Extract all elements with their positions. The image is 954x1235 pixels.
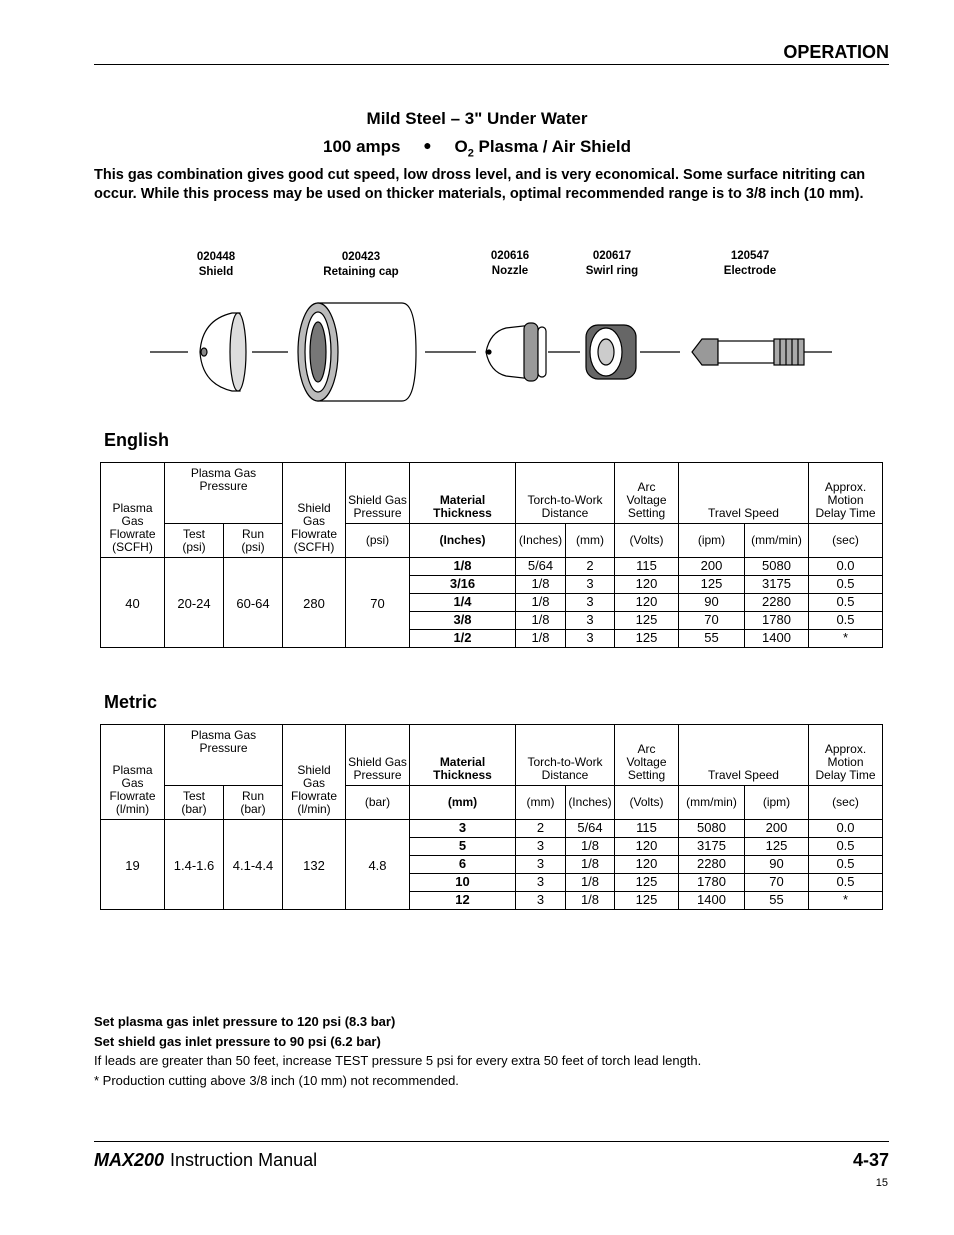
unit-distance-2: (Inches): [566, 786, 615, 820]
speed-cell: 200: [679, 558, 745, 576]
thickness-cell: 1/4: [410, 594, 516, 612]
footer-manual-title: [94, 1150, 317, 1171]
unit-speed-2: (mm/min): [745, 524, 809, 558]
manual-name: Instruction Manual: [170, 1150, 318, 1170]
english-section-label: English: [104, 430, 170, 450]
voltage-cell: 125: [615, 892, 679, 910]
distance-cell: 1/8: [516, 576, 566, 594]
electrode-part-icon: [692, 339, 804, 365]
speed-cell: 125: [745, 838, 809, 856]
value-plasma-flowrate: 19: [101, 820, 165, 910]
speed-cell: 2280: [679, 856, 745, 874]
unit-text: (SCFH): [112, 540, 153, 554]
speed-cell: 70: [745, 874, 809, 892]
header-plasma-flowrate: [101, 463, 165, 558]
thickness-cell: 1/2: [410, 630, 516, 648]
value-plasma-flowrate: 40: [101, 558, 165, 648]
distance-cell: 1/8: [516, 630, 566, 648]
speed-cell: 70: [679, 612, 745, 630]
part-number: 020616: [490, 250, 530, 262]
value-shield-flowrate: 280: [283, 558, 346, 648]
delay-cell: 0.5: [809, 856, 883, 874]
shield-part-icon: [200, 313, 246, 391]
speed-cell: 2280: [745, 594, 809, 612]
units-row: [101, 524, 883, 558]
distance-cell: 1/8: [516, 612, 566, 630]
speed-cell: 5080: [679, 820, 745, 838]
header-shield-flowrate: [283, 463, 346, 558]
distance-cell: 3: [566, 612, 615, 630]
delay-cell: 0.0: [809, 820, 883, 838]
distance-cell: 2: [566, 558, 615, 576]
delay-cell: 0.5: [809, 594, 883, 612]
voltage-cell: 120: [615, 576, 679, 594]
header-plasma-flowrate: [101, 725, 165, 820]
intro-paragraph: This gas combination gives good cut speed, low dross level, and is very economical. Some surface nitriting can occur. While this process may be used on thicker materials, optimal recommended range is to 3/8 inch (10 mm).: [94, 167, 866, 202]
thickness-cell: 1/8: [410, 558, 516, 576]
header-arc-voltage: Arc Voltage Setting: [615, 463, 679, 524]
delay-cell: 0.5: [809, 874, 883, 892]
speed-cell: 3175: [679, 838, 745, 856]
unit-shield-pressure: (bar): [346, 786, 410, 820]
header-text: Test: [182, 526, 205, 541]
voltage-cell: 125: [615, 630, 679, 648]
speed-cell: 5080: [745, 558, 809, 576]
delay-cell: 0.5: [809, 838, 883, 856]
header-shield-pressure: Shield Gas Pressure: [346, 725, 410, 786]
speed-cell: 1780: [679, 874, 745, 892]
value-shield-pressure: 70: [346, 558, 410, 648]
bullet-icon: ●: [423, 137, 432, 153]
header-test: [165, 786, 224, 820]
folio-number: 15: [875, 1177, 888, 1189]
part-number: 020423: [341, 251, 381, 263]
header-row: [101, 463, 883, 524]
part-number: 120547: [730, 250, 770, 262]
gas-description: Plasma / Air Shield: [473, 137, 631, 156]
note-shield-inlet: Set shield gas inlet pressure to 90 psi (6.2 bar): [94, 1033, 381, 1049]
delay-cell: *: [809, 630, 883, 648]
header-material-thickness: Material Thickness: [410, 725, 516, 786]
speed-cell: 55: [745, 892, 809, 910]
distance-cell: 1/8: [566, 856, 615, 874]
part-number: 020448: [196, 251, 236, 263]
speed-cell: 125: [679, 576, 745, 594]
distance-cell: 3: [566, 576, 615, 594]
retaining-cap-part-icon: [298, 303, 416, 401]
part-number: 020617: [592, 250, 632, 262]
note-plasma-inlet: Set plasma gas inlet pressure to 120 psi (8.3 bar): [94, 1014, 396, 1029]
distance-cell: 1/8: [566, 874, 615, 892]
part-name: Nozzle: [491, 265, 529, 277]
header-run: [224, 786, 283, 820]
english-cut-chart: [100, 462, 883, 648]
header-test: [165, 524, 224, 558]
footer-divider: [94, 1141, 889, 1142]
thickness-cell: 3/16: [410, 576, 516, 594]
header-row: [101, 725, 883, 786]
header-text: Plasma Gas Flowrate: [109, 763, 156, 803]
section-header: [94, 42, 889, 65]
voltage-cell: 120: [615, 594, 679, 612]
unit-text: (psi): [241, 539, 265, 554]
speed-cell: 1400: [679, 892, 745, 910]
distance-cell: 3: [516, 874, 566, 892]
consumables-illustration: [140, 295, 840, 410]
voltage-cell: 115: [615, 558, 679, 576]
unit-text: (l/min): [115, 802, 150, 816]
metric-cut-chart: [100, 724, 883, 910]
value-run-pressure: 4.1-4.4: [224, 820, 283, 910]
gas-subscript: 2: [467, 147, 474, 160]
table-row: [101, 820, 883, 838]
part-label-swirl-ring: [572, 249, 652, 279]
distance-cell: 3: [516, 892, 566, 910]
speed-cell: 200: [745, 820, 809, 838]
voltage-cell: 115: [615, 820, 679, 838]
part-label-shield: [176, 250, 256, 280]
unit-thickness: (mm): [410, 786, 516, 820]
thickness-cell: 6: [410, 856, 516, 874]
unit-speed-1: (mm/min): [679, 786, 745, 820]
speed-cell: 1780: [745, 612, 809, 630]
unit-speed-2: (ipm): [745, 786, 809, 820]
voltage-cell: 120: [615, 838, 679, 856]
unit-distance-1: (mm): [516, 786, 566, 820]
voltage-cell: 125: [615, 874, 679, 892]
part-label-nozzle: [470, 249, 550, 279]
header-text: Run: [241, 788, 264, 803]
swirl-ring-part-icon: [586, 325, 636, 379]
unit-shield-pressure: (psi): [346, 524, 410, 558]
header-text: Shield Gas Flowrate: [290, 763, 337, 803]
distance-cell: 5/64: [516, 558, 566, 576]
unit-voltage: (Volts): [615, 524, 679, 558]
distance-cell: 5/64: [566, 820, 615, 838]
value-run-pressure: 60-64: [224, 558, 283, 648]
process-title: Mild Steel – 3" Under Water: [366, 109, 588, 128]
part-name: Swirl ring: [585, 265, 639, 277]
distance-cell: 3: [516, 838, 566, 856]
section-title: OPERATION: [783, 42, 889, 62]
header-run: [224, 524, 283, 558]
distance-cell: 1/8: [516, 594, 566, 612]
unit-text: (bar): [181, 801, 207, 816]
value-shield-flowrate: 132: [283, 820, 346, 910]
thickness-cell: 3/8: [410, 612, 516, 630]
unit-distance-2: (mm): [566, 524, 615, 558]
header-delay-time: Approx. Motion Delay Time: [809, 725, 883, 786]
value-test-pressure: 20-24: [165, 558, 224, 648]
header-delay-time: Approx. Motion Delay Time: [809, 463, 883, 524]
unit-distance-1: (Inches): [516, 524, 566, 558]
metric-section-label: Metric: [104, 692, 158, 712]
part-name: Electrode: [723, 265, 777, 277]
unit-delay: (sec): [809, 786, 883, 820]
note-lead-length: If leads are greater than 50 feet, increase TEST pressure 5 psi for every extra 50 feet of torch lead length.: [94, 1053, 702, 1068]
unit-text: (SCFH): [293, 540, 335, 554]
page-number: 4-37: [852, 1150, 889, 1170]
header-travel-speed: Travel Speed: [679, 725, 809, 786]
delay-cell: *: [809, 892, 883, 910]
speed-cell: 1400: [745, 630, 809, 648]
part-label-electrode: [710, 249, 790, 279]
header-text: Test: [182, 788, 205, 803]
units-row: [101, 786, 883, 820]
distance-cell: 1/8: [566, 892, 615, 910]
part-name: Shield: [198, 266, 234, 278]
delay-cell: 0.5: [809, 576, 883, 594]
thickness-cell: 5: [410, 838, 516, 856]
table-row: [101, 558, 883, 576]
header-plasma-pressure: Plasma Gas Pressure: [165, 725, 283, 786]
gas-label: [454, 137, 631, 160]
unit-voltage: (Volts): [615, 786, 679, 820]
unit-thickness: (Inches): [410, 524, 516, 558]
part-name: Retaining cap: [323, 266, 399, 278]
part-label-retaining-cap: [306, 250, 416, 280]
header-arc-voltage: Arc Voltage Setting: [615, 725, 679, 786]
header-text: Shield Gas Flowrate: [290, 501, 337, 541]
distance-cell: 3: [516, 856, 566, 874]
header-text: Plasma Gas Flowrate: [109, 501, 156, 541]
distance-cell: 1/8: [566, 838, 615, 856]
speed-cell: 90: [745, 856, 809, 874]
amps-label: 100 amps: [323, 137, 401, 156]
unit-delay: (sec): [809, 524, 883, 558]
header-text: Run: [241, 526, 264, 541]
header-shield-flowrate: [283, 725, 346, 820]
voltage-cell: 120: [615, 856, 679, 874]
speed-cell: 3175: [745, 576, 809, 594]
distance-cell: 3: [566, 630, 615, 648]
value-shield-pressure: 4.8: [346, 820, 410, 910]
process-subtitle: [0, 137, 954, 159]
unit-text: (psi): [182, 539, 206, 554]
header-shield-pressure: Shield Gas Pressure: [346, 463, 410, 524]
model-name: MAX200: [94, 1150, 165, 1170]
thickness-cell: 10: [410, 874, 516, 892]
thickness-cell: 12: [410, 892, 516, 910]
note-production-cutting: * Production cutting above 3/8 inch (10 mm) not recommended.: [94, 1072, 459, 1088]
unit-text: (bar): [240, 801, 266, 816]
header-material-thickness: Material Thickness: [410, 463, 516, 524]
voltage-cell: 125: [615, 612, 679, 630]
unit-text: (l/min): [297, 802, 331, 816]
nozzle-part-icon: [486, 323, 546, 381]
distance-cell: 3: [566, 594, 615, 612]
speed-cell: 90: [679, 594, 745, 612]
notes-block: [94, 1012, 894, 1090]
distance-cell: 2: [516, 820, 566, 838]
header-torch-distance: Torch-to-Work Distance: [516, 725, 615, 786]
speed-cell: 55: [679, 630, 745, 648]
delay-cell: 0.5: [809, 612, 883, 630]
delay-cell: 0.0: [809, 558, 883, 576]
header-plasma-pressure: Plasma Gas Pressure: [165, 463, 283, 524]
thickness-cell: 3: [410, 820, 516, 838]
gas-symbol: O: [454, 137, 468, 156]
header-torch-distance: Torch-to-Work Distance: [516, 463, 615, 524]
header-travel-speed: Travel Speed: [679, 463, 809, 524]
value-test-pressure: 1.4-1.6: [165, 820, 224, 910]
unit-speed-1: (ipm): [679, 524, 745, 558]
